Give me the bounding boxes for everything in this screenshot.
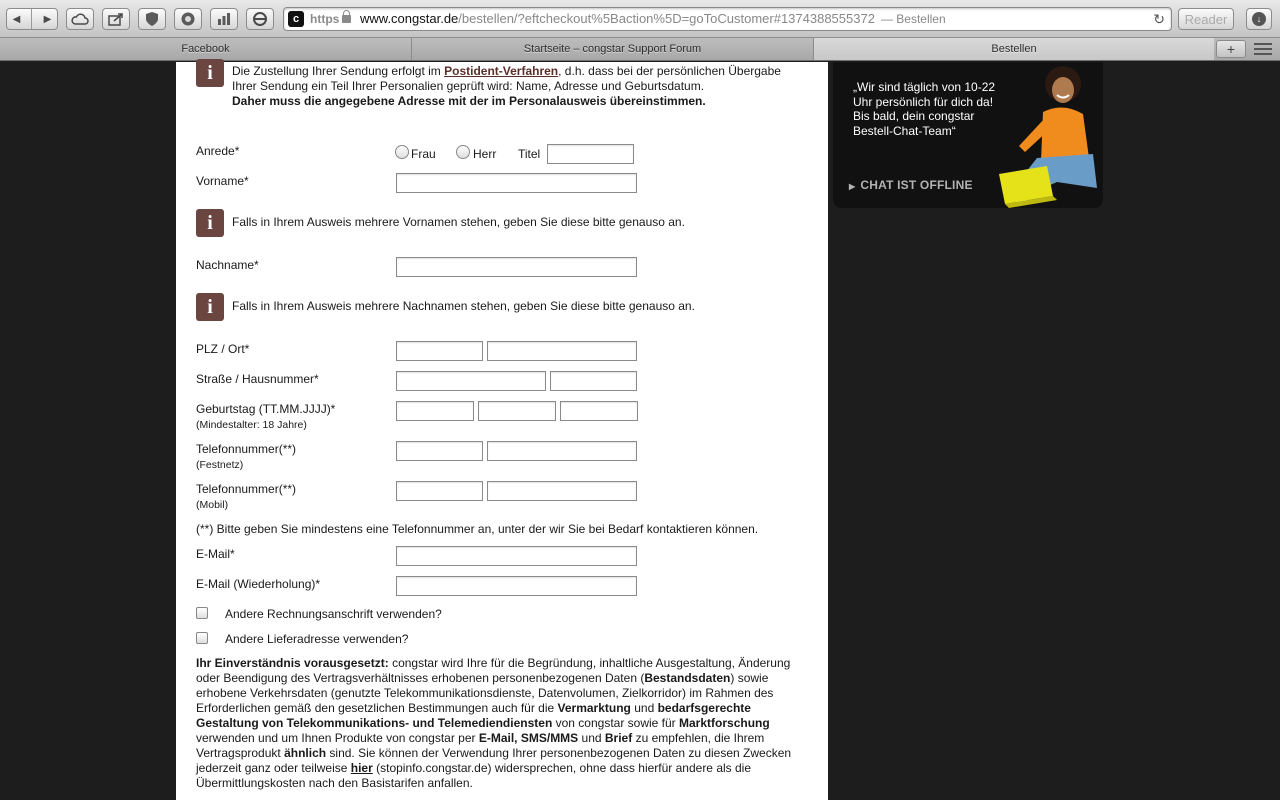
frau-label: Frau — [411, 147, 436, 161]
geburtstag-jahr-input[interactable] — [560, 401, 638, 421]
url-domain: www.congstar.de — [360, 11, 459, 26]
bar-chart-icon — [217, 12, 231, 26]
consent-emphasis: ähnlich — [284, 746, 327, 760]
notice-text: Die Zustellung Ihrer Sendung erfolgt im — [232, 64, 445, 78]
email-input[interactable] — [396, 546, 637, 566]
reader-button[interactable]: Reader — [1178, 8, 1234, 30]
vornamen-hint: Falls in Ihrem Ausweis mehrere Vornamen stehen, geben Sie diese bitte genauso an. — [232, 215, 685, 229]
festnetz-nummer-input[interactable] — [487, 441, 637, 461]
share-button[interactable] — [102, 8, 130, 30]
titel-input[interactable] — [547, 144, 634, 164]
email-label: E-Mail* — [196, 547, 235, 561]
lieferadresse-label[interactable]: Andere Lieferadresse verwenden? — [225, 632, 409, 646]
downloads-button[interactable] — [1246, 8, 1272, 30]
chat-message: „Wir sind täglich von 10-22 Uhr persönlich für dich da! Bis bald, dein congstar Bestell-Chat-Team“ — [853, 80, 996, 138]
radio-herr[interactable] — [456, 145, 470, 159]
tab-bar — [0, 38, 1280, 61]
url-scheme: https — [310, 12, 340, 26]
telefon-mobil-label — [196, 482, 296, 513]
consent-emphasis: Bestandsdaten — [644, 671, 731, 685]
strasse-label: Straße / Hausnummer* — [196, 372, 319, 386]
hausnummer-input[interactable] — [550, 371, 637, 391]
stats-button[interactable] — [210, 8, 238, 30]
notice-emphasis: Daher muss die angegebene Adresse mit der im Personalausweis übereinstimmen. — [232, 94, 706, 108]
back-arrow-icon[interactable]: ◀ — [12, 13, 21, 25]
geburtstag-monat-input[interactable] — [478, 401, 556, 421]
order-form — [176, 62, 828, 800]
geburtstag-label — [196, 402, 335, 433]
chat-widget[interactable] — [833, 62, 1103, 208]
back-forward-buttons[interactable] — [6, 8, 58, 30]
consent-part: zu empfehlen, die Ihrem Vertragsprodukt — [196, 731, 765, 760]
vorname-label: Vorname* — [196, 174, 249, 188]
browser-toolbar — [0, 0, 1280, 38]
chat-status[interactable] — [849, 178, 973, 192]
share-icon — [108, 12, 124, 26]
nachname-input[interactable] — [396, 257, 637, 277]
opt-out-link[interactable]: hier — [350, 761, 373, 775]
telefon-label-text: Telefonnummer(**) — [196, 482, 297, 496]
plz-ort-label: PLZ / Ort* — [196, 342, 250, 356]
icloud-tabs-button[interactable] — [66, 8, 94, 30]
consent-part: congstar wird Ihre für die Begründung, inhaltliche Ausgestaltung, Änderung oder Beendigung des Vertragsverhältnisses erhobenen personenbezogenen Daten ( — [196, 656, 791, 685]
tab-support-forum[interactable]: Startseite – congstar Support Forum — [412, 38, 814, 60]
notice-text: , d.h. dass bei der persönlichen Übergabe — [558, 64, 781, 78]
festnetz-vorwahl-input[interactable] — [396, 441, 483, 461]
nachname-label: Nachname* — [196, 258, 259, 272]
festnetz-sublabel: (Festnetz) — [196, 459, 244, 471]
telefon-festnetz-label — [196, 442, 296, 473]
radio-frau[interactable] — [395, 145, 409, 159]
cloud-icon — [71, 13, 89, 25]
reload-icon[interactable]: ↻ — [1153, 11, 1165, 27]
consent-part: und — [630, 701, 658, 715]
strasse-input[interactable] — [396, 371, 546, 391]
consent-emphasis: Marktforschung — [679, 716, 770, 730]
telefon-label-text: Telefonnummer(**) — [196, 442, 297, 456]
consent-part: ) sowie erhobene Verkehrsdaten (genutzte Telekommunikationsdienste, Datenvolumen, Zielkorridor) im Rahmen des Erforderlichen gemäß den gesetzlichen Bestimmungen auch für die — [196, 671, 774, 715]
postident-link[interactable]: Postident-Verfahren — [444, 64, 559, 78]
tab-bestellen[interactable]: Bestellen — [814, 38, 1214, 60]
rechnungsanschrift-checkbox[interactable] — [196, 607, 208, 619]
url-text[interactable] — [360, 8, 946, 30]
geburtstag-tag-input[interactable] — [396, 401, 474, 421]
lock-icon — [342, 15, 351, 23]
consent-part: von congstar sowie für — [552, 716, 680, 730]
forward-arrow-icon[interactable]: ▶ — [43, 13, 52, 25]
consent-part: (stopinfo.congstar.de) widersprechen, ohne dass hierfür andere als die Übermittlungskosten nach den Basistarifen anfallen. — [196, 761, 752, 790]
geburtstag-label-text: Geburtstag (TT.MM.JJJJ)* — [196, 402, 336, 416]
consent-part: sind. Sie können der Verwendung Ihrer personenbezogenen Daten zu diesen Zwecken jederzeit ganz oder teilweise — [196, 746, 792, 775]
download-arrow-icon: ↓ — [1252, 12, 1266, 26]
info-icon: i — [196, 59, 224, 87]
consent-text — [196, 656, 808, 791]
lieferadresse-checkbox[interactable] — [196, 632, 208, 644]
mobil-sublabel: (Mobil) — [196, 499, 229, 511]
shield-icon — [145, 11, 159, 27]
email-repeat-input[interactable] — [396, 576, 637, 596]
new-tab-button[interactable]: + — [1216, 40, 1246, 58]
chat-agent-illustration — [985, 62, 1103, 208]
tab-facebook[interactable]: Facebook — [0, 38, 412, 60]
herr-label: Herr — [473, 147, 497, 161]
circle-icon — [180, 11, 196, 27]
info-icon: i — [196, 209, 224, 237]
url-page-title: — Bestellen — [880, 12, 946, 26]
mobil-vorwahl-input[interactable] — [396, 481, 483, 501]
url-path: /bestellen/?eftcheckout%5Baction%5D=goToCustomer#1374388555372 — [458, 11, 875, 26]
anrede-label: Anrede* — [196, 144, 240, 158]
arrow-right-icon: ▶ — [849, 182, 856, 191]
mobil-nummer-input[interactable] — [487, 481, 637, 501]
consent-emphasis: Vermarktung — [557, 701, 631, 715]
phone-hint: (**) Bitte geben Sie mindestens eine Telefonnummer an, unter der wir Sie bei Bedarf kontaktieren können. — [196, 522, 759, 536]
notice-text: Ihrer Sendung ein Teil Ihrer Personalien geprüft wird: Name, Adresse und Geburtsdatum. — [232, 79, 705, 93]
consent-part: verwenden und um Ihnen Produkte von congstar per — [196, 731, 479, 745]
divider — [31, 9, 32, 29]
vorname-input[interactable] — [396, 173, 637, 193]
site-favicon-icon: c — [288, 11, 304, 27]
consent-emphasis: Brief — [604, 731, 633, 745]
consent-emphasis: E-Mail, SMS/MMS — [478, 731, 579, 745]
consent-part: und — [578, 731, 605, 745]
plz-input[interactable] — [396, 341, 483, 361]
ie-tab-button[interactable] — [246, 8, 274, 30]
consent-heading: Ihr Einverständnis vorausgesetzt: — [196, 656, 389, 670]
titel-label: Titel — [518, 147, 541, 161]
postident-notice — [232, 64, 822, 109]
geburtstag-sublabel: (Mindestalter: 18 Jahre) — [196, 419, 307, 431]
tab-overview-icon[interactable] — [1254, 43, 1272, 55]
chat-status-text: CHAT IST OFFLINE — [860, 178, 973, 192]
extension-button[interactable] — [138, 8, 166, 30]
extension-button-2[interactable] — [174, 8, 202, 30]
info-icon: i — [196, 293, 224, 321]
consent-emphasis: bedarfsgerechte Gestaltung von Telekommunikations- und Telemediendiensten — [196, 701, 751, 730]
rechnungsanschrift-label[interactable]: Andere Rechnungsanschrift verwenden? — [225, 607, 442, 621]
globe-icon — [252, 11, 268, 27]
ort-input[interactable] — [487, 341, 637, 361]
email-repeat-label: E-Mail (Wiederholung)* — [196, 577, 321, 591]
address-bar[interactable] — [283, 7, 1172, 31]
nachnamen-hint: Falls in Ihrem Ausweis mehrere Nachnamen stehen, geben Sie diese bitte genauso an. — [232, 299, 695, 313]
